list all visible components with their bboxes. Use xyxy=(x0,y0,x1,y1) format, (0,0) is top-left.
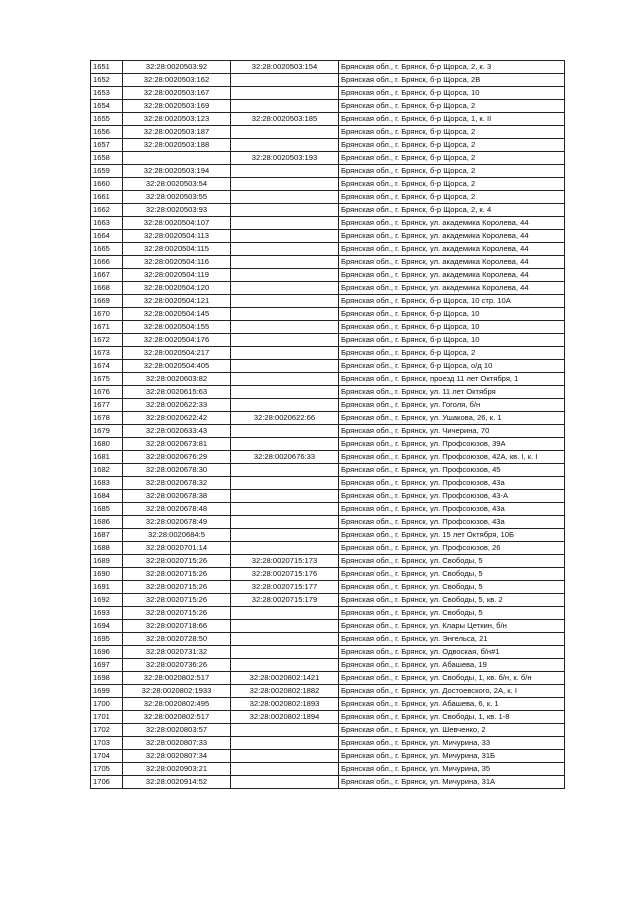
row-number: 1674 xyxy=(91,360,123,373)
row-number: 1664 xyxy=(91,230,123,243)
related-cadastral-number xyxy=(231,87,339,100)
row-number: 1703 xyxy=(91,737,123,750)
related-cadastral-number xyxy=(231,126,339,139)
related-cadastral-number xyxy=(231,256,339,269)
cadastral-number: 32:28:0020503:194 xyxy=(123,165,231,178)
related-cadastral-number: 32:28:0020503:185 xyxy=(231,113,339,126)
row-number: 1679 xyxy=(91,425,123,438)
row-number: 1651 xyxy=(91,61,123,74)
cadastral-number: 32:28:0020503:162 xyxy=(123,74,231,87)
address: Брянская обл., г. Брянск, б-р Щорса, 2 xyxy=(339,152,565,165)
cadastral-number: 32:28:0020504:115 xyxy=(123,243,231,256)
cadastral-number: 32:28:0020504:120 xyxy=(123,282,231,295)
row-number: 1694 xyxy=(91,620,123,633)
row-number: 1656 xyxy=(91,126,123,139)
address: Брянская обл., г. Брянск, ул. Гоголя, б/н xyxy=(339,399,565,412)
related-cadastral-number: 32:28:0020715:173 xyxy=(231,555,339,568)
address: Брянская обл., г. Брянск, ул. Свободы, 5 xyxy=(339,581,565,594)
row-number: 1672 xyxy=(91,334,123,347)
address: Брянская обл., г. Брянск, б-р Щорса, 2 xyxy=(339,126,565,139)
cadastral-number: 32:28:0020504:217 xyxy=(123,347,231,360)
cadastral-number: 32:28:0020676:29 xyxy=(123,451,231,464)
table-row xyxy=(91,204,565,217)
table-row xyxy=(91,178,565,191)
address: Брянская обл., г. Брянск, ул. Свободы, 5, кв. 2 xyxy=(339,594,565,607)
cadastral-number: 32:28:0020503:169 xyxy=(123,100,231,113)
row-number: 1698 xyxy=(91,672,123,685)
row-number: 1669 xyxy=(91,295,123,308)
cadastral-number: 32:28:0020504:116 xyxy=(123,256,231,269)
table-row xyxy=(91,87,565,100)
row-number: 1700 xyxy=(91,698,123,711)
address: Брянская обл., г. Брянск, ул. 15 лет Октября, 10Б xyxy=(339,529,565,542)
address: Брянская обл., г. Брянск, б-р Щорса, 2 xyxy=(339,100,565,113)
address: Брянская обл., г. Брянск, ул. Клары Цеткин, б/н xyxy=(339,620,565,633)
related-cadastral-number xyxy=(231,542,339,555)
address: Брянская обл., г. Брянск, ул. Одвоская, б/н#1 xyxy=(339,646,565,659)
table-row xyxy=(91,295,565,308)
related-cadastral-number xyxy=(231,776,339,789)
related-cadastral-number xyxy=(231,386,339,399)
row-number: 1691 xyxy=(91,581,123,594)
cadastral-number: 32:28:0020504:145 xyxy=(123,308,231,321)
table-row xyxy=(91,230,565,243)
row-number: 1667 xyxy=(91,269,123,282)
related-cadastral-number xyxy=(231,620,339,633)
table-row xyxy=(91,191,565,204)
cadastral-number: 32:28:0020504:405 xyxy=(123,360,231,373)
row-number: 1704 xyxy=(91,750,123,763)
table-row xyxy=(91,269,565,282)
row-number: 1660 xyxy=(91,178,123,191)
cadastral-number: 32:28:0020803:57 xyxy=(123,724,231,737)
cadastral-number: 32:28:0020678:30 xyxy=(123,464,231,477)
table-row xyxy=(91,100,565,113)
related-cadastral-number: 32:28:0020715:177 xyxy=(231,581,339,594)
cadastral-number: 32:28:0020678:32 xyxy=(123,477,231,490)
row-number: 1690 xyxy=(91,568,123,581)
address: Брянская обл., г. Брянск, ул. Профсоюзов, 43а xyxy=(339,503,565,516)
related-cadastral-number xyxy=(231,399,339,412)
cadastral-number: 32:28:0020603:82 xyxy=(123,373,231,386)
related-cadastral-number xyxy=(231,750,339,763)
cadastral-number: 32:28:0020633:43 xyxy=(123,425,231,438)
row-number: 1652 xyxy=(91,74,123,87)
row-number: 1693 xyxy=(91,607,123,620)
cadastral-number: 32:28:0020802:517 xyxy=(123,711,231,724)
table-row xyxy=(91,243,565,256)
address: Брянская обл., г. Брянск, б-р Щорса, 1, к. II xyxy=(339,113,565,126)
row-number: 1688 xyxy=(91,542,123,555)
cadastral-number: 32:28:0020622:33 xyxy=(123,399,231,412)
address: Брянская обл., г. Брянск, б-р Щорса, 2 xyxy=(339,139,565,152)
table-row xyxy=(91,620,565,633)
cadastral-number: 32:28:0020684:5 xyxy=(123,529,231,542)
cadastral-number: 32:28:0020718:66 xyxy=(123,620,231,633)
address: Брянская обл., г. Брянск, ул. академика Королева, 44 xyxy=(339,282,565,295)
cadastral-number xyxy=(123,152,231,165)
cadastral-number: 32:28:0020715:26 xyxy=(123,581,231,594)
related-cadastral-number: 32:28:0020802:1882 xyxy=(231,685,339,698)
related-cadastral-number xyxy=(231,438,339,451)
table-row xyxy=(91,750,565,763)
table-row xyxy=(91,399,565,412)
address: Брянская обл., г. Брянск, ул. Абашева, 19 xyxy=(339,659,565,672)
address: Брянская обл., г. Брянск, ул. академика Королева, 44 xyxy=(339,256,565,269)
related-cadastral-number xyxy=(231,373,339,386)
cadastral-number: 32:28:0020807:33 xyxy=(123,737,231,750)
table-row xyxy=(91,61,565,74)
row-number: 1692 xyxy=(91,594,123,607)
address: Брянская обл., г. Брянск, ул. Мичурина, 35 xyxy=(339,763,565,776)
row-number: 1681 xyxy=(91,451,123,464)
related-cadastral-number xyxy=(231,516,339,529)
table-row xyxy=(91,334,565,347)
table-row xyxy=(91,594,565,607)
related-cadastral-number xyxy=(231,360,339,373)
table-row xyxy=(91,425,565,438)
address: Брянская обл., г. Брянск, ул. Достоевского, 2А, к. I xyxy=(339,685,565,698)
table-row xyxy=(91,711,565,724)
address: Брянская обл., г. Брянск, б-р Щорса, 10 xyxy=(339,321,565,334)
related-cadastral-number: 32:28:0020503:154 xyxy=(231,61,339,74)
related-cadastral-number xyxy=(231,191,339,204)
table-row xyxy=(91,737,565,750)
cadastral-number: 32:28:0020728:50 xyxy=(123,633,231,646)
table-row xyxy=(91,347,565,360)
address: Брянская обл., г. Брянск, ул. академика Королева, 44 xyxy=(339,269,565,282)
table-row xyxy=(91,373,565,386)
cadastral-number: 32:28:0020678:38 xyxy=(123,490,231,503)
address: Брянская обл., г. Брянск, ул. Мичурина, 31А xyxy=(339,776,565,789)
row-number: 1666 xyxy=(91,256,123,269)
address: Брянская обл., г. Брянск, ул. Свободы, 5 xyxy=(339,607,565,620)
related-cadastral-number xyxy=(231,464,339,477)
cadastral-number: 32:28:0020715:26 xyxy=(123,607,231,620)
related-cadastral-number xyxy=(231,230,339,243)
cadastral-number: 32:28:0020503:167 xyxy=(123,87,231,100)
related-cadastral-number: 32:28:0020802:1894 xyxy=(231,711,339,724)
related-cadastral-number: 32:28:0020715:179 xyxy=(231,594,339,607)
table-row xyxy=(91,321,565,334)
address: Брянская обл., г. Брянск, б-р Щорса, 2 xyxy=(339,165,565,178)
related-cadastral-number xyxy=(231,737,339,750)
cadastral-number: 32:28:0020504:176 xyxy=(123,334,231,347)
address: Брянская обл., г. Брянск, б-р Щорса, 10 xyxy=(339,308,565,321)
cadastral-number: 32:28:0020503:92 xyxy=(123,61,231,74)
row-number: 1699 xyxy=(91,685,123,698)
address: Брянская обл., г. Брянск, ул. академика Королева, 44 xyxy=(339,243,565,256)
address: Брянская обл., г. Брянск, б-р Щорса, 2В xyxy=(339,74,565,87)
cadastral-number: 32:28:0020503:54 xyxy=(123,178,231,191)
related-cadastral-number xyxy=(231,633,339,646)
address: Брянская обл., г. Брянск, ул. 11 лет Октября xyxy=(339,386,565,399)
cadastral-number: 32:28:0020903:21 xyxy=(123,763,231,776)
row-number: 1695 xyxy=(91,633,123,646)
row-number: 1705 xyxy=(91,763,123,776)
row-number: 1653 xyxy=(91,87,123,100)
row-number: 1657 xyxy=(91,139,123,152)
row-number: 1680 xyxy=(91,438,123,451)
address: Брянская обл., г. Брянск, ул. Свободы, 5 xyxy=(339,555,565,568)
cadastral-number: 32:28:0020715:26 xyxy=(123,594,231,607)
cadastral-number: 32:28:0020715:26 xyxy=(123,568,231,581)
address: Брянская обл., г. Брянск, ул. Мичурина, 33 xyxy=(339,737,565,750)
table-row xyxy=(91,529,565,542)
address: Брянская обл., г. Брянск, б-р Щорса, 2 xyxy=(339,191,565,204)
table-row xyxy=(91,672,565,685)
address: Брянская обл., г. Брянск, б-р Щорса, 2, к. 3 xyxy=(339,61,565,74)
table-row xyxy=(91,724,565,737)
row-number: 1702 xyxy=(91,724,123,737)
related-cadastral-number xyxy=(231,724,339,737)
address: Брянская обл., г. Брянск, ул. Профсоюзов, 39А xyxy=(339,438,565,451)
related-cadastral-number xyxy=(231,243,339,256)
related-cadastral-number xyxy=(231,204,339,217)
table-row xyxy=(91,490,565,503)
table-row xyxy=(91,217,565,230)
row-number: 1675 xyxy=(91,373,123,386)
table-row xyxy=(91,412,565,425)
address: Брянская обл., г. Брянск, ул. академика Королева, 44 xyxy=(339,217,565,230)
address: Брянская обл., г. Брянск, ул. Профсоюзов, 43-А xyxy=(339,490,565,503)
table-row xyxy=(91,776,565,789)
row-number: 1668 xyxy=(91,282,123,295)
cadastral-number: 32:28:0020503:123 xyxy=(123,113,231,126)
related-cadastral-number xyxy=(231,334,339,347)
cadastral-number: 32:28:0020504:113 xyxy=(123,230,231,243)
register-table xyxy=(90,60,565,789)
related-cadastral-number xyxy=(231,269,339,282)
table-row xyxy=(91,139,565,152)
related-cadastral-number xyxy=(231,74,339,87)
cadastral-number: 32:28:0020504:155 xyxy=(123,321,231,334)
related-cadastral-number xyxy=(231,295,339,308)
cadastral-number: 32:28:0020503:188 xyxy=(123,139,231,152)
related-cadastral-number xyxy=(231,178,339,191)
table-row xyxy=(91,152,565,165)
address: Брянская обл., г. Брянск, ул. Шевченко, 2 xyxy=(339,724,565,737)
address: Брянская обл., г. Брянск, ул. Абашева, 6, к. 1 xyxy=(339,698,565,711)
related-cadastral-number xyxy=(231,529,339,542)
cadastral-number: 32:28:0020715:26 xyxy=(123,555,231,568)
address: Брянская обл., г. Брянск, ул. Свободы, 5 xyxy=(339,568,565,581)
row-number: 1677 xyxy=(91,399,123,412)
cadastral-number: 32:28:0020802:495 xyxy=(123,698,231,711)
cadastral-number: 32:28:0020678:48 xyxy=(123,503,231,516)
related-cadastral-number xyxy=(231,347,339,360)
address: Брянская обл., г. Брянск, ул. Профсоюзов, 42А, кв. I, к. I xyxy=(339,451,565,464)
related-cadastral-number: 32:28:0020715:176 xyxy=(231,568,339,581)
related-cadastral-number xyxy=(231,308,339,321)
address: Брянская обл., г. Брянск, б-р Щорса, 10 стр. 10А xyxy=(339,295,565,308)
table-row xyxy=(91,542,565,555)
address: Брянская обл., г. Брянск, ул. Мичурина, 31Б xyxy=(339,750,565,763)
table-row xyxy=(91,646,565,659)
address: Брянская обл., г. Брянск, ул. Профсоюзов, 43а xyxy=(339,516,565,529)
cadastral-number: 32:28:0020622:42 xyxy=(123,412,231,425)
table-row xyxy=(91,438,565,451)
cadastral-number: 32:28:0020503:55 xyxy=(123,191,231,204)
row-number: 1661 xyxy=(91,191,123,204)
row-number: 1686 xyxy=(91,516,123,529)
cadastral-number: 32:28:0020615:63 xyxy=(123,386,231,399)
row-number: 1696 xyxy=(91,646,123,659)
table-row xyxy=(91,763,565,776)
table-row xyxy=(91,451,565,464)
row-number: 1665 xyxy=(91,243,123,256)
row-number: 1654 xyxy=(91,100,123,113)
table-row xyxy=(91,698,565,711)
cadastral-number: 32:28:0020503:187 xyxy=(123,126,231,139)
table-row xyxy=(91,308,565,321)
address: Брянская обл., г. Брянск, ул. Свободы, 1, кв. 1-8 xyxy=(339,711,565,724)
row-number: 1689 xyxy=(91,555,123,568)
row-number: 1662 xyxy=(91,204,123,217)
cadastral-number: 32:28:0020731:32 xyxy=(123,646,231,659)
related-cadastral-number xyxy=(231,217,339,230)
table-row xyxy=(91,165,565,178)
cadastral-number: 32:28:0020504:119 xyxy=(123,269,231,282)
table-row xyxy=(91,607,565,620)
cadastral-number: 32:28:0020914:52 xyxy=(123,776,231,789)
related-cadastral-number xyxy=(231,165,339,178)
cadastral-number: 32:28:0020736:26 xyxy=(123,659,231,672)
table-row xyxy=(91,74,565,87)
row-number: 1687 xyxy=(91,529,123,542)
cadastral-number: 32:28:0020802:1933 xyxy=(123,685,231,698)
cadastral-number: 32:28:0020503:93 xyxy=(123,204,231,217)
row-number: 1671 xyxy=(91,321,123,334)
address: Брянская обл., г. Брянск, ул. академика Королева, 44 xyxy=(339,230,565,243)
row-number: 1685 xyxy=(91,503,123,516)
address: Брянская обл., г. Брянск, ул. Свободы, 1, кв. б/н, к. б/н xyxy=(339,672,565,685)
table-row xyxy=(91,256,565,269)
address: Брянская обл., г. Брянск, б-р Щорса, 2, к. 4 xyxy=(339,204,565,217)
address: Брянская обл., г. Брянск, б-р Щорса, о/д 10 xyxy=(339,360,565,373)
table-row xyxy=(91,503,565,516)
cadastral-number: 32:28:0020678:49 xyxy=(123,516,231,529)
table-row xyxy=(91,581,565,594)
row-number: 1655 xyxy=(91,113,123,126)
row-number: 1659 xyxy=(91,165,123,178)
related-cadastral-number xyxy=(231,607,339,620)
address: Брянская обл., г. Брянск, ул. Ушакова, 26, к. 1 xyxy=(339,412,565,425)
related-cadastral-number: 32:28:0020622:66 xyxy=(231,412,339,425)
address: Брянская обл., г. Брянск, б-р Щорса, 2 xyxy=(339,347,565,360)
related-cadastral-number: 32:28:0020676:33 xyxy=(231,451,339,464)
table-row xyxy=(91,113,565,126)
register-table-body xyxy=(91,61,565,789)
related-cadastral-number xyxy=(231,646,339,659)
table-row xyxy=(91,477,565,490)
related-cadastral-number xyxy=(231,100,339,113)
table-row xyxy=(91,360,565,373)
row-number: 1678 xyxy=(91,412,123,425)
address: Брянская обл., г. Брянск, б-р Щорса, 10 xyxy=(339,87,565,100)
row-number: 1683 xyxy=(91,477,123,490)
row-number: 1706 xyxy=(91,776,123,789)
address: Брянская обл., г. Брянск, ул. Профсоюзов, 45 xyxy=(339,464,565,477)
table-row xyxy=(91,568,565,581)
related-cadastral-number xyxy=(231,282,339,295)
address: Брянская обл., г. Брянск, проезд 11 лет Октября, 1 xyxy=(339,373,565,386)
row-number: 1670 xyxy=(91,308,123,321)
address: Брянская обл., г. Брянск, ул. Профсоюзов, 26 xyxy=(339,542,565,555)
table-row xyxy=(91,555,565,568)
row-number: 1682 xyxy=(91,464,123,477)
related-cadastral-number xyxy=(231,139,339,152)
address: Брянская обл., г. Брянск, ул. Чичерина, 70 xyxy=(339,425,565,438)
related-cadastral-number: 32:28:0020802:1893 xyxy=(231,698,339,711)
cadastral-number: 32:28:0020504:121 xyxy=(123,295,231,308)
row-number: 1658 xyxy=(91,152,123,165)
related-cadastral-number: 32:28:0020503:193 xyxy=(231,152,339,165)
row-number: 1697 xyxy=(91,659,123,672)
address: Брянская обл., г. Брянск, б-р Щорса, 10 xyxy=(339,334,565,347)
cadastral-number: 32:28:0020504:107 xyxy=(123,217,231,230)
row-number: 1701 xyxy=(91,711,123,724)
table-row xyxy=(91,685,565,698)
table-row xyxy=(91,516,565,529)
table-row xyxy=(91,282,565,295)
related-cadastral-number xyxy=(231,425,339,438)
related-cadastral-number xyxy=(231,477,339,490)
row-number: 1663 xyxy=(91,217,123,230)
table-row xyxy=(91,386,565,399)
related-cadastral-number xyxy=(231,321,339,334)
address: Брянская обл., г. Брянск, ул. Энгельса, 21 xyxy=(339,633,565,646)
address: Брянская обл., г. Брянск, б-р Щорса, 2 xyxy=(339,178,565,191)
related-cadastral-number xyxy=(231,659,339,672)
row-number: 1673 xyxy=(91,347,123,360)
row-number: 1684 xyxy=(91,490,123,503)
related-cadastral-number: 32:28:0020802:1421 xyxy=(231,672,339,685)
cadastral-number: 32:28:0020807:34 xyxy=(123,750,231,763)
related-cadastral-number xyxy=(231,490,339,503)
cadastral-number: 32:28:0020802:517 xyxy=(123,672,231,685)
table-row xyxy=(91,126,565,139)
cadastral-number: 32:28:0020673:81 xyxy=(123,438,231,451)
cadastral-number: 32:28:0020701:14 xyxy=(123,542,231,555)
address: Брянская обл., г. Брянск, ул. Профсоюзов, 43а xyxy=(339,477,565,490)
related-cadastral-number xyxy=(231,503,339,516)
table-row xyxy=(91,464,565,477)
table-row xyxy=(91,633,565,646)
table-row xyxy=(91,659,565,672)
related-cadastral-number xyxy=(231,763,339,776)
row-number: 1676 xyxy=(91,386,123,399)
